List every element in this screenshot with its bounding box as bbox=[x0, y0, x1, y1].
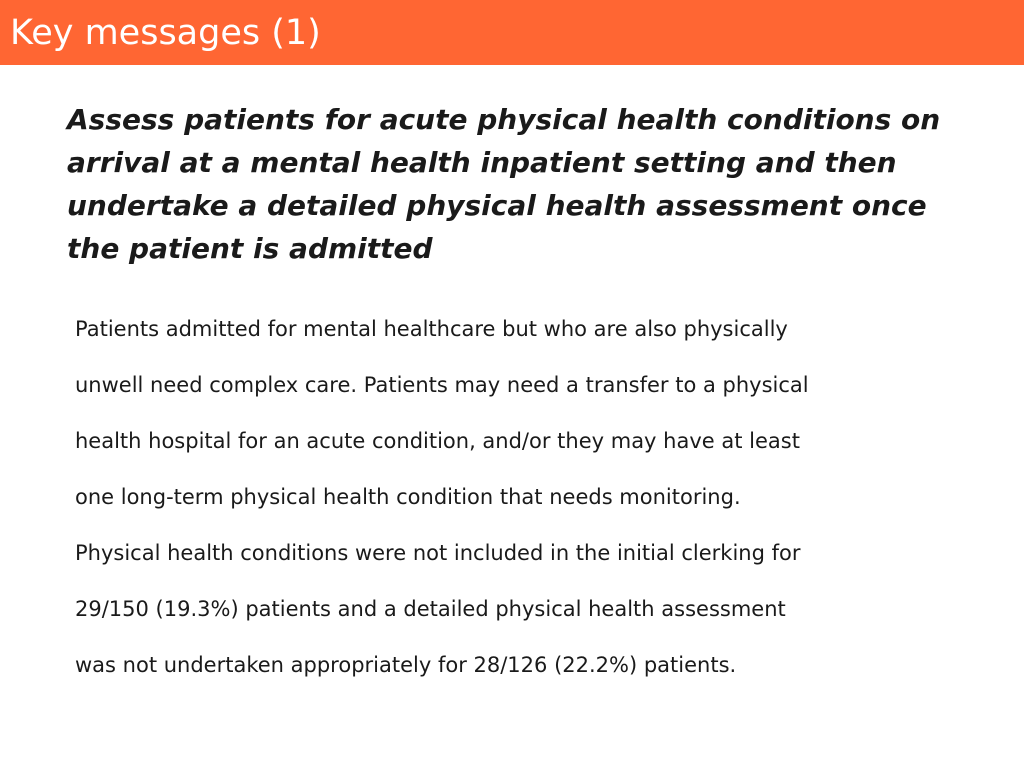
body-paragraph bbox=[75, 301, 975, 693]
body-line: one long-term physical health condition that needs monitoring. bbox=[75, 485, 741, 509]
body-line: unwell need complex care. Patients may need a transfer to a physical bbox=[75, 373, 809, 397]
headline-line: undertake a detailed physical health assessment once bbox=[67, 189, 927, 222]
headline-line: arrival at a mental health inpatient setting and then bbox=[67, 146, 897, 179]
body-line: 29/150 (19.3%) patients and a detailed physical health assessment bbox=[75, 597, 786, 621]
body-line: health hospital for an acute condition, and/or they may have at least bbox=[75, 429, 800, 453]
headline-line: the patient is admitted bbox=[67, 232, 433, 265]
body-line: was not undertaken appropriately for 28/126 (22.2%) patients. bbox=[75, 653, 737, 677]
body-line: Physical health conditions were not included in the initial clerking for bbox=[75, 541, 801, 565]
slide-title: Key messages (1) bbox=[10, 13, 321, 53]
body-line: Patients admitted for mental healthcare but who are also physically bbox=[75, 317, 788, 341]
key-message-headline bbox=[67, 98, 997, 270]
title-bar bbox=[0, 0, 1024, 65]
headline-line: Assess patients for acute physical health conditions on bbox=[67, 103, 941, 136]
